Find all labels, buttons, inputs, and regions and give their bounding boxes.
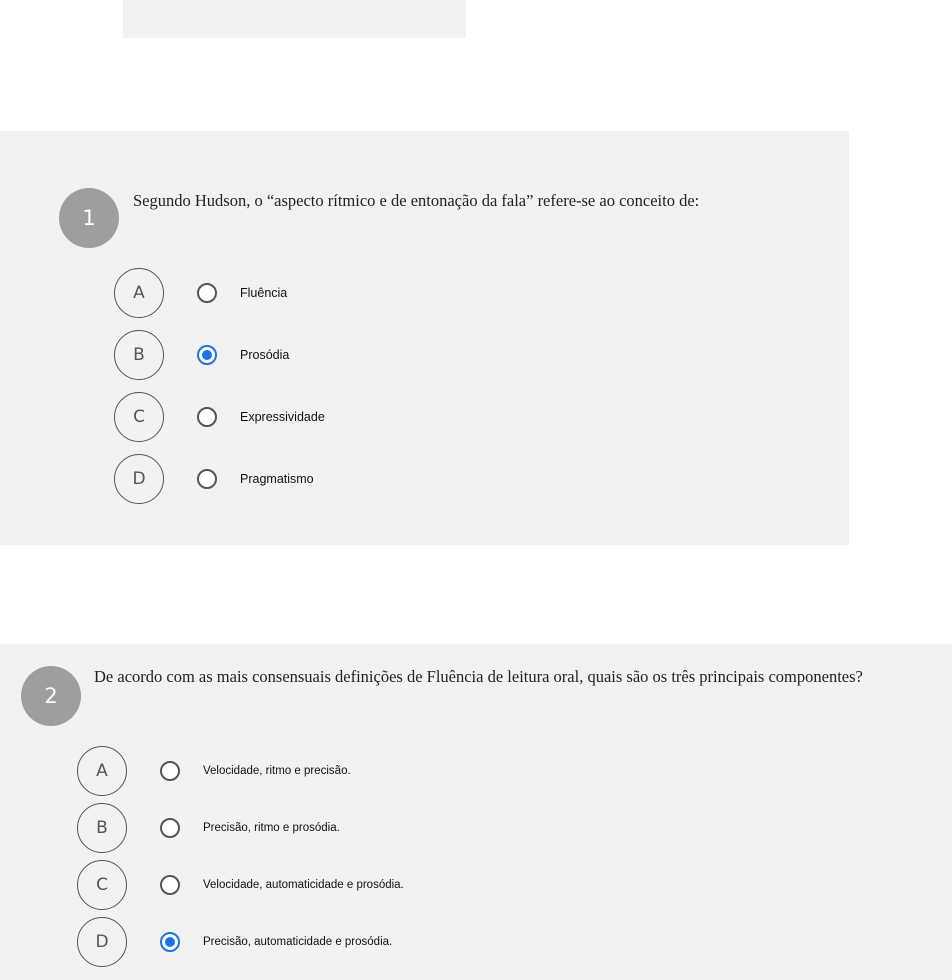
option-letter-circle: D [77, 917, 127, 967]
option-letter-circle: C [77, 860, 127, 910]
option-a[interactable] [114, 268, 287, 318]
option-letter-circle: D [114, 454, 164, 504]
option-d[interactable] [114, 454, 314, 504]
option-letter-circle: B [77, 803, 127, 853]
option-label: Expressividade [240, 410, 325, 424]
radio-button[interactable] [160, 875, 180, 895]
option-b[interactable] [114, 330, 289, 380]
option-label: Pragmatismo [240, 472, 314, 486]
option-b[interactable] [77, 803, 340, 853]
option-label: Precisão, ritmo e prosódia. [203, 822, 340, 834]
question-card-2 [0, 644, 952, 980]
option-letter-circle: A [77, 746, 127, 796]
radio-button[interactable] [160, 818, 180, 838]
question-text: Segundo Hudson, o “aspecto rítmico e de entonação da fala” refere-se ao conceito de: [133, 191, 700, 210]
option-label: Velocidade, automaticidade e prosódia. [203, 879, 404, 891]
radio-button[interactable] [197, 469, 217, 489]
option-label: Prosódia [240, 348, 290, 362]
option-letter-circle: B [114, 330, 164, 380]
option-c[interactable] [77, 860, 404, 910]
option-label: Precisão, automaticidade e prosódia. [203, 936, 393, 948]
radio-button[interactable] [197, 283, 217, 303]
question-card-1 [0, 131, 849, 545]
question-number-badge: 1 [59, 188, 119, 248]
radio-button-selected[interactable] [160, 932, 180, 952]
question-number-badge: 2 [21, 666, 81, 726]
option-label: Velocidade, ritmo e precisão. [203, 765, 351, 777]
radio-button[interactable] [160, 761, 180, 781]
option-label: Fluência [240, 286, 288, 300]
option-d[interactable] [77, 917, 392, 967]
option-letter-circle: C [114, 392, 164, 442]
option-c[interactable] [114, 392, 325, 442]
top-placeholder-box [123, 0, 466, 38]
question-text: De acordo com as mais consensuais definições de Fluência de leitura oral, quais são os três principais componentes? [94, 667, 863, 686]
radio-button[interactable] [197, 407, 217, 427]
option-letter-circle: A [114, 268, 164, 318]
radio-button-selected[interactable] [197, 345, 217, 365]
option-a[interactable] [77, 746, 351, 796]
